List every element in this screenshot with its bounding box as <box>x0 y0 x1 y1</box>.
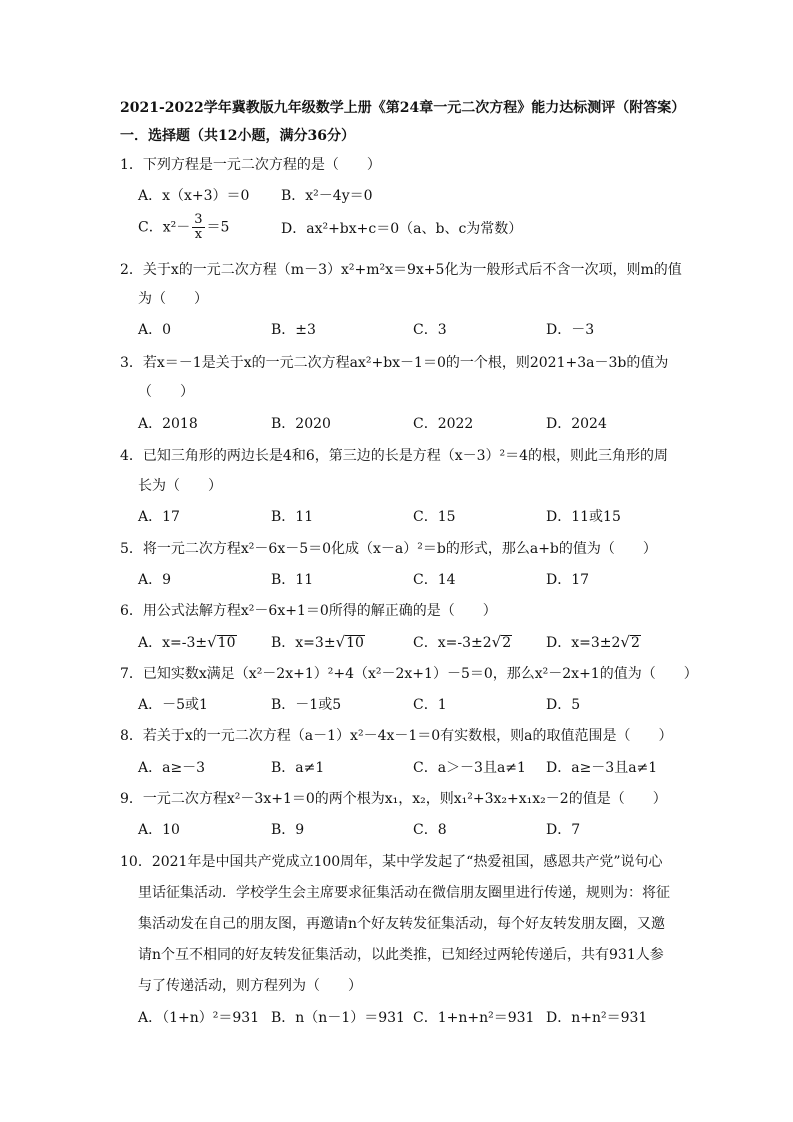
question-4-option-a: A．17 <box>138 509 180 525</box>
question-8-option-b: B．a≠1 <box>271 760 325 776</box>
question-1-option-d: D．ax²+bx+c＝0（a、b、c为常数） <box>281 221 523 237</box>
question-1-stem: 1．下列方程是一元二次方程的是（ ） <box>120 157 381 173</box>
radicand: 2 <box>502 635 512 651</box>
question-2-stem-line2: 为（ ） <box>138 291 208 307</box>
question-2-stem-line1: 2．关于x的一元二次方程（m－3）x²+m²x＝9x+5化为一般形式后不含一次项，则m的值 <box>120 262 682 278</box>
question-10-stem-line3: 集活动发在自己的朋友图，再邀请n个好友转发征集活动，每个好友转发朋友圈，又邀 <box>138 916 666 932</box>
question-5-stem: 5．将一元二次方程x²－6x－5＝0化成（x－a）²＝b的形式，那么a+b的值为（ ） <box>120 541 657 557</box>
question-8-option-a: A．a≥－3 <box>138 760 206 776</box>
question-3-option-a: A．2018 <box>138 416 198 432</box>
question-2-option-d: D．－3 <box>546 322 595 338</box>
question-1-option-b: B．x²－4y＝0 <box>281 188 373 204</box>
question-4-stem-line2: 长为（ ） <box>138 478 222 494</box>
radical-sign: √ <box>620 633 630 651</box>
question-1-option-c-prefix: C．x²－ <box>138 219 191 236</box>
question-9-option-a: A．10 <box>138 822 180 838</box>
question-5-option-d: D．17 <box>546 572 590 588</box>
question-10-stem-line1: 10．2021年是中国共产党成立100周年，某中学发起了“热爱祖国，感恩共产党”说句心 <box>120 854 663 870</box>
question-1-option-c <box>138 213 229 242</box>
question-4-stem-line1: 4．已知三角形的两边长是4和6，第三边的长是方程（x－3）²＝4的根，则此三角形的周 <box>120 448 669 464</box>
question-3-stem-line1: 3．若x＝－1是关于x的一元二次方程ax²+bx－1＝0的一个根，则2021+3a－3b的值为 <box>120 355 669 371</box>
document-title: 2021-2022学年冀教版九年级数学上册《第24章一元二次方程》能力达标测评（附答案） <box>120 100 686 116</box>
question-10-stem-line2: 里话征集活动．学校学生会主席要求征集活动在微信朋友圈里进行传递，规则为：将征 <box>138 885 670 901</box>
question-6-option-b <box>271 632 365 653</box>
question-6-option-a <box>138 632 237 653</box>
question-3-option-b: B．2020 <box>271 416 331 432</box>
question-10-stem-line4: 请n个互不相同的好友转发征集活动，以此类推，已知经过两轮传递后，共有931人参 <box>138 947 664 963</box>
question-9-option-b: B．9 <box>271 822 305 838</box>
question-10-stem-line5: 与了传递活动，则方程列为（ ） <box>138 978 362 994</box>
question-3-stem-line2: （ ） <box>138 384 194 400</box>
question-6-option-c <box>413 632 512 653</box>
question-5-option-a: A．9 <box>138 572 172 588</box>
question-10-option-b: B．n（n－1）＝931 <box>271 1010 405 1026</box>
question-5-option-c: C．14 <box>413 572 456 588</box>
question-10-option-c: C．1+n+n²＝931 <box>413 1010 535 1026</box>
question-7-option-b: B．－1或5 <box>271 697 342 713</box>
radical-sign: √ <box>335 633 346 651</box>
question-7-option-c: C．1 <box>413 697 447 713</box>
radical-sign: √ <box>207 633 217 651</box>
question-9-option-c: C．8 <box>413 822 447 838</box>
question-4-option-b: B．11 <box>271 509 314 525</box>
question-8-stem: 8．若关于x的一元二次方程（a－1）x²－4x－1＝0有实数根，则a的取值范围是（ ） <box>120 728 673 744</box>
question-4-option-d: D．11或15 <box>546 509 621 525</box>
question-2-option-c: C．3 <box>413 322 447 338</box>
question-10-option-d: D．n+n²＝931 <box>546 1010 648 1026</box>
question-6-option-b-prefix: B．x=3± <box>271 635 336 651</box>
question-7-option-a: A．－5或1 <box>138 697 208 713</box>
question-4-option-c: C．15 <box>413 509 456 525</box>
question-7-option-d: D．5 <box>546 697 581 713</box>
fraction-numerator: 3 <box>194 212 203 227</box>
question-9-stem: 9．一元二次方程x²－3x+1＝0的两个根为x₁，x₂，则x₁²+3x₂+x₁x₂－2的值是（ ） <box>120 791 667 807</box>
question-6-stem: 6．用公式法解方程x²－6x+1＝0所得的解正确的是（ ） <box>120 603 497 619</box>
question-1-option-c-suffix: ＝5 <box>206 219 230 236</box>
question-1-option-a: A．x（x+3）＝0 <box>138 188 250 204</box>
question-10-option-a: A．（1+n）²＝931 <box>138 1010 260 1026</box>
radical-sign: √ <box>491 633 502 651</box>
question-8-option-c: C．a＞－3且a≠1 <box>413 760 526 776</box>
question-8-option-d: D．a≥－3且a≠1 <box>546 760 658 776</box>
question-6-option-d-prefix: D．x=3±2 <box>546 635 621 651</box>
section-heading: 一．选择题（共12小题，满分36分） <box>120 128 355 144</box>
question-6-option-d <box>546 632 641 653</box>
fraction-denominator: x <box>194 227 203 242</box>
radicand: 10 <box>217 635 236 651</box>
question-6-option-a-prefix: A．x=-3± <box>138 635 208 651</box>
question-7-stem: 7．已知实数x满足（x²－2x+1）²+4（x²－2x+1）－5＝0，那么x²－2x+1的值为（ ） <box>120 666 698 682</box>
question-3-option-c: C．2022 <box>413 416 474 432</box>
question-9-option-d: D．7 <box>546 822 581 838</box>
question-3-option-d: D．2024 <box>546 416 607 432</box>
radicand: 10 <box>346 635 364 651</box>
question-6-option-c-prefix: C．x=-3±2 <box>413 635 492 651</box>
question-2-option-b: B．±3 <box>271 322 316 338</box>
question-2-option-a: A．0 <box>138 322 172 338</box>
fraction <box>192 213 204 242</box>
radicand: 2 <box>630 635 640 651</box>
question-5-option-b: B．11 <box>271 572 314 588</box>
